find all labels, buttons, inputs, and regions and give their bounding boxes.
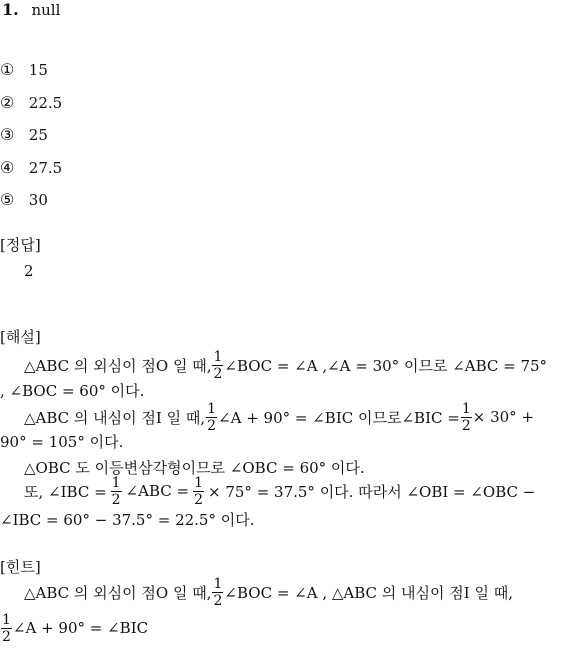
choice-value: 25 — [28, 126, 48, 144]
choice-value: 30 — [28, 191, 48, 209]
answer-value: 2 — [24, 262, 34, 280]
explanation-text: ∠A + 90° = ∠BIC 이므로∠BIC = — [218, 408, 460, 427]
question-text: null — [31, 1, 61, 19]
explanation-text: × 75° = 37.5° 이다. 따라서 ∠OBI = ∠OBC − — [208, 482, 536, 501]
explanation-heading: [해설] — [0, 328, 41, 346]
choice-value: 27.5 — [28, 159, 63, 177]
choice-5[interactable] — [0, 190, 48, 210]
hint-text: ∠BOC = ∠A , △ABC 의 내심이 점I 일 때, — [224, 583, 513, 602]
question-header — [2, 0, 60, 19]
hint-text: △ABC 의 외심이 점O 일 때, — [24, 583, 212, 602]
fraction-half: $\frac{1}{2}$ — [111, 474, 121, 508]
explanation-text: △ABC 의 외심이 점O 일 때, — [24, 356, 212, 375]
explanation-line-1 — [24, 345, 547, 385]
question-number: 1. — [2, 0, 19, 19]
choice-marker: ⑤ — [0, 190, 15, 209]
hint-heading: [힌트] — [0, 558, 41, 576]
choice-4[interactable] — [0, 158, 62, 178]
choice-marker: ③ — [0, 125, 15, 144]
explanation-line-5: △OBC 도 이등변삼각형이므로 ∠OBC = 60° 이다. — [24, 459, 365, 477]
explanation-text: 또, ∠IBC = — [24, 482, 107, 501]
choice-value: 15 — [28, 61, 48, 79]
explanation-line-6 — [24, 471, 535, 511]
hint-text: ∠A + 90° = ∠BIC — [12, 619, 149, 637]
fraction-half: $\frac{1}{2}$ — [207, 400, 217, 434]
choice-2[interactable] — [0, 93, 62, 113]
answer-heading: [정답] — [0, 236, 41, 254]
choice-marker: ② — [0, 93, 15, 112]
explanation-line-3 — [24, 397, 534, 437]
choice-value: 22.5 — [28, 94, 63, 112]
explanation-text: △ABC 의 내심이 점I 일 때, — [24, 408, 206, 427]
fraction-half: $\frac{1}{2}$ — [461, 400, 471, 434]
choice-marker: ④ — [0, 158, 15, 177]
explanation-text: ∠BOC = ∠A ,∠A = 30° 이므로 ∠ABC = 75° — [224, 356, 548, 375]
explanation-line-7: ∠IBC = 60° − 37.5° = 22.5° 이다. — [0, 511, 255, 529]
explanation-text: × 30° + — [472, 408, 534, 426]
choice-1[interactable] — [0, 60, 48, 80]
choice-3[interactable] — [0, 125, 48, 145]
fraction-half: $\frac{1}{2}$ — [213, 575, 223, 609]
explanation-line-4: 90° = 105° 이다. — [0, 433, 124, 451]
explanation-line-2: , ∠BOC = 60° 이다. — [0, 382, 145, 400]
explanation-text: ∠ABC = — [125, 482, 190, 500]
fraction-half: $\frac{1}{2}$ — [213, 348, 223, 382]
fraction-half: $\frac{1}{2}$ — [2, 611, 11, 645]
fraction-half: $\frac{1}{2}$ — [194, 474, 203, 508]
hint-line-1 — [24, 572, 513, 612]
hint-line-2 — [0, 608, 148, 648]
choice-marker: ① — [0, 60, 15, 79]
